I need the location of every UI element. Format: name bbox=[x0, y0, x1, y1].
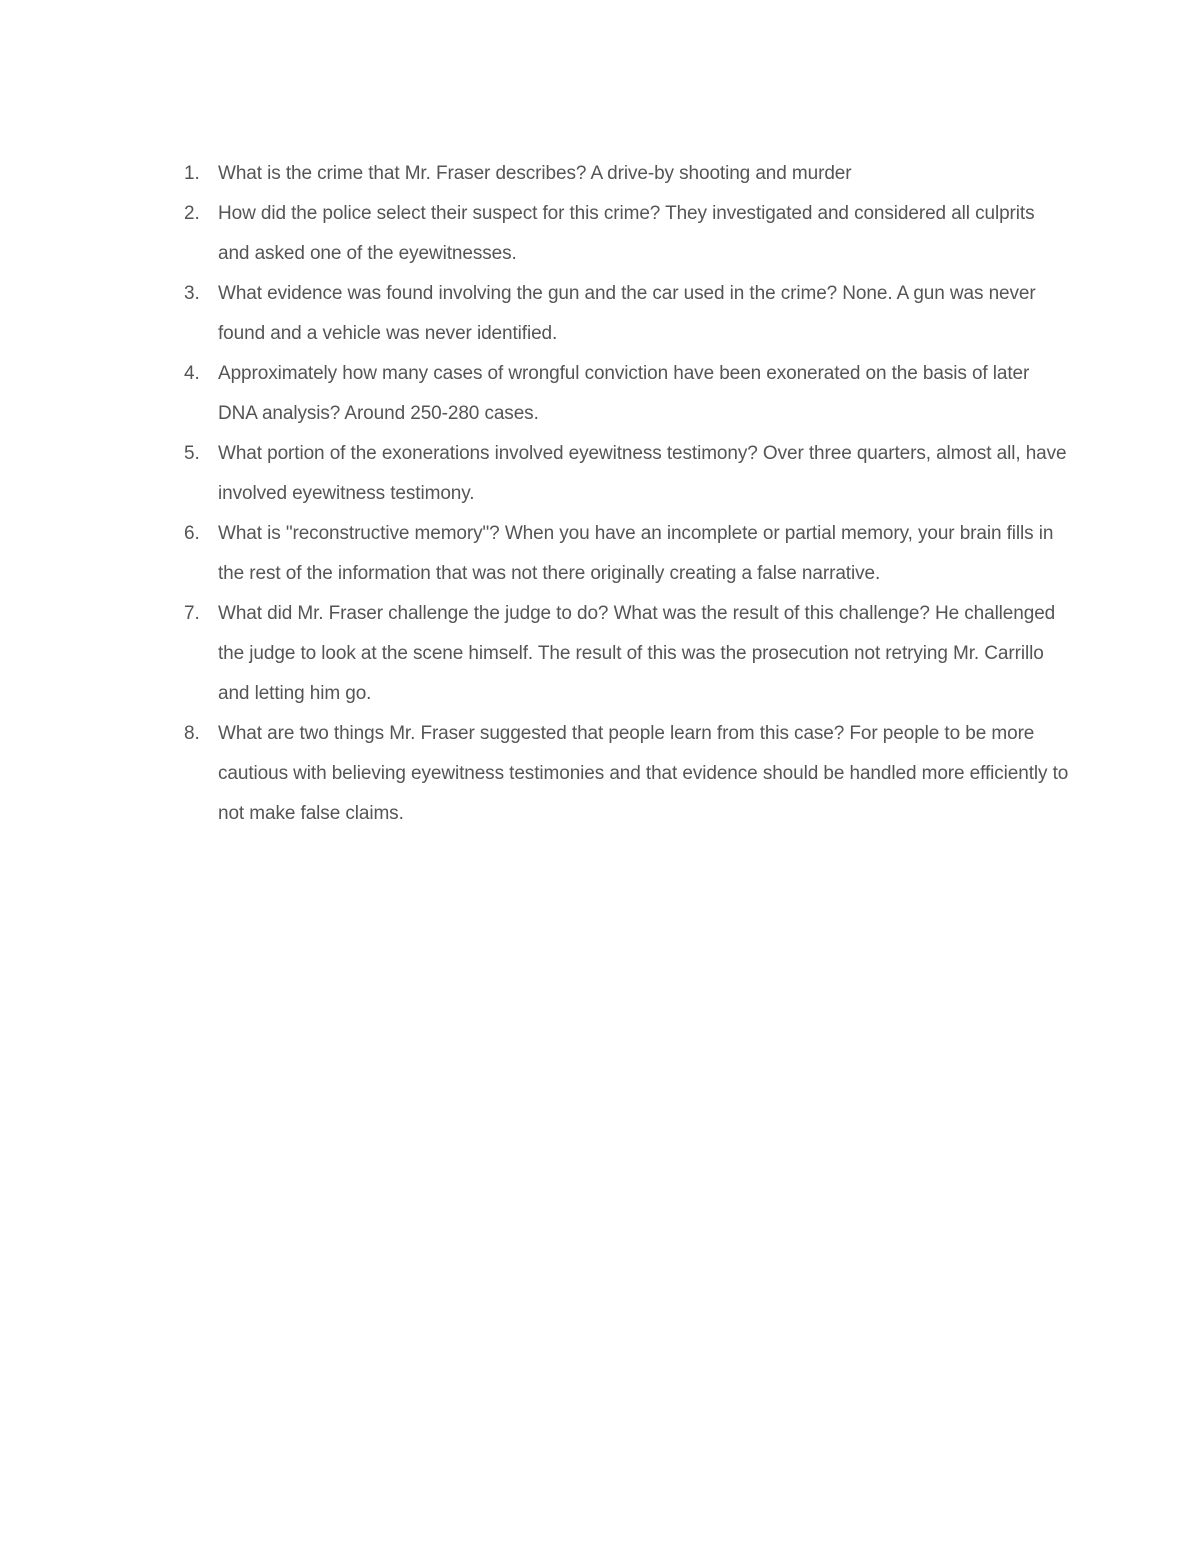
item-number: 8. bbox=[184, 723, 200, 744]
item-text: Approximately how many cases of wrongful conviction have been exonerated on the basis of later DNA analysis? Around 250-280 cases. bbox=[218, 363, 1030, 424]
item-number: 1. bbox=[184, 163, 200, 184]
list-item-6 bbox=[170, 514, 1070, 594]
item-text: What are two things Mr. Fraser suggested that people learn from this case? For people to be more cautious with believing eyewitness testimonies and that evidence should be handled more efficiently to not make false claims. bbox=[218, 723, 1069, 824]
item-text: What is "reconstructive memory"? When you have an incomplete or partial memory, your brain fills in the rest of the information that was not there originally creating a false narrative. bbox=[218, 523, 1054, 584]
item-number: 7. bbox=[184, 603, 200, 624]
item-number: 6. bbox=[184, 523, 200, 544]
item-text: What portion of the exonerations involved eyewitness testimony? Over three quarters, almost all, have involved eyewitness testimony. bbox=[218, 443, 1067, 504]
question-answer-list bbox=[170, 154, 1070, 834]
item-number: 5. bbox=[184, 443, 200, 464]
list-item-1 bbox=[170, 154, 1070, 194]
item-text: What is the crime that Mr. Fraser describes? A drive-by shooting and murder bbox=[218, 163, 852, 184]
item-number: 2. bbox=[184, 203, 200, 224]
item-text: How did the police select their suspect for this crime? They investigated and considered all culprits and asked one of the eyewitnesses. bbox=[218, 203, 1035, 264]
item-text: What evidence was found involving the gun and the car used in the crime? None. A gun was never found and a vehicle was never identified. bbox=[218, 283, 1036, 344]
item-text: What did Mr. Fraser challenge the judge to do? What was the result of this challenge? He challenged the judge to look at the scene himself. The result of this was the prosecution not retrying Mr. Carrillo and letting him go. bbox=[218, 603, 1056, 704]
list-item-5 bbox=[170, 434, 1070, 514]
list-item-2 bbox=[170, 194, 1070, 274]
list-item-7 bbox=[170, 594, 1070, 714]
list-item-8 bbox=[170, 714, 1070, 834]
item-number: 3. bbox=[184, 283, 200, 304]
item-number: 4. bbox=[184, 363, 200, 384]
list-item-4 bbox=[170, 354, 1070, 434]
list-item-3 bbox=[170, 274, 1070, 354]
